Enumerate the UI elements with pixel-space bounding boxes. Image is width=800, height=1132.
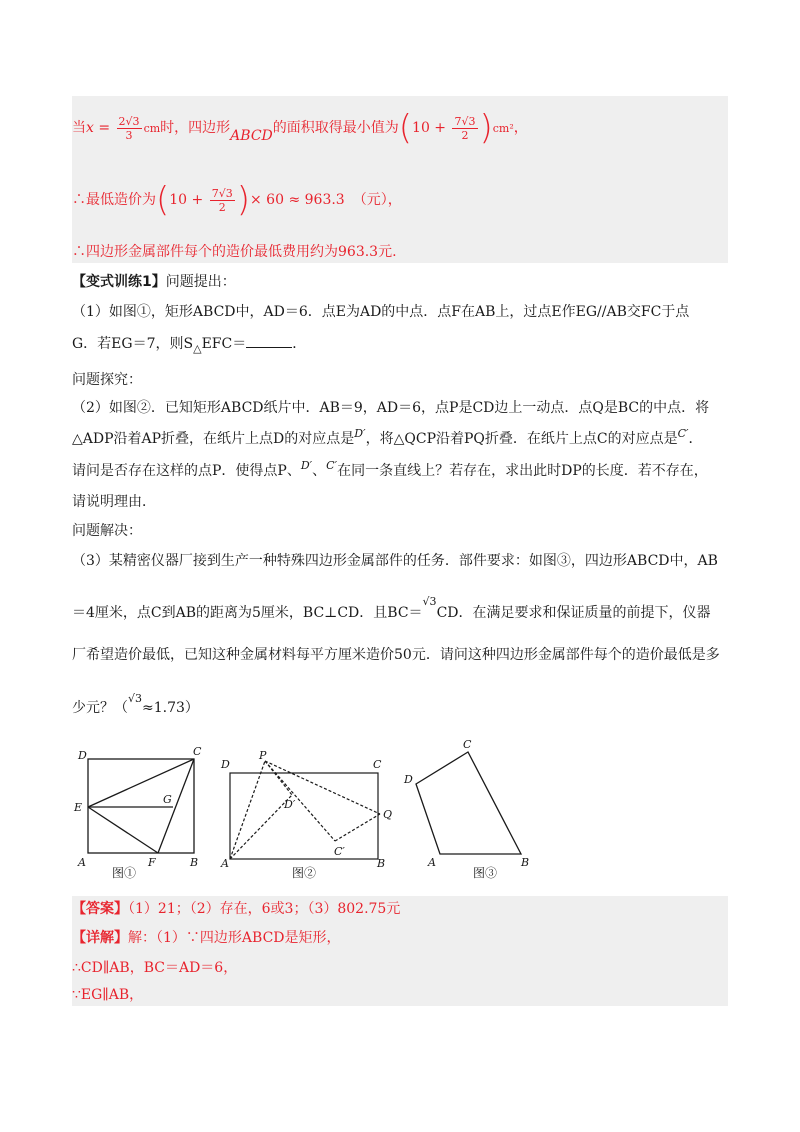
denominator: 2 (218, 200, 226, 214)
numerator: 7√3 (211, 186, 233, 200)
fig2-rectangle (230, 773, 378, 859)
unit: （元）， (352, 192, 402, 208)
q1-line-1 (72, 302, 689, 322)
text: ． (688, 431, 703, 447)
text: （1）如图①，矩形ABCD中，AD＝6．点E为AD的中点．点F在AB上，过点E作EG//AB交FC于点 (72, 304, 690, 320)
text: ＝4厘米，点C到AB的距离为5厘米，BC⊥CD．且BC＝ (72, 605, 423, 621)
fig1-label-d: D (78, 749, 87, 762)
text: ，将△QCP沿着PQ折叠．在纸片上点C的对应点是 (365, 431, 678, 447)
detail-line (72, 928, 341, 948)
text: 当 (72, 120, 86, 136)
q1-line-2 (72, 334, 306, 359)
answer-line (72, 899, 400, 919)
text: 请问是否存在这样的点P．使得点P、 (72, 463, 301, 479)
solution-line-1 (72, 108, 528, 148)
paren-open: ( (398, 108, 413, 148)
var-x: x (86, 120, 94, 136)
text: = (93, 120, 115, 136)
fig1-rectangle (88, 759, 194, 853)
text: 10 + (169, 192, 208, 208)
paren-open: ( (156, 180, 170, 220)
fig1-caption: 图① (112, 866, 137, 880)
figure-3 (416, 752, 521, 854)
text: 时，四边形 (160, 120, 231, 136)
fraction (452, 115, 477, 142)
figure-1 (88, 759, 194, 853)
q2-line-2 (72, 429, 703, 450)
fig2-label-d: D (221, 758, 230, 771)
detail-tag: 【详解】 (72, 930, 128, 946)
fig3-caption: 图③ (473, 866, 498, 880)
sqrt3: √3 (128, 692, 143, 705)
detail-line-3 (72, 985, 143, 1005)
text: ∵EG∥AB， (72, 987, 144, 1003)
text: ， (513, 120, 528, 136)
text: ∴最低造价为 (72, 192, 156, 208)
solution-line-3 (72, 242, 397, 262)
text: 、 (312, 463, 327, 479)
text: CD．在满足要求和保证质量的前提下，仪器 (436, 605, 711, 621)
fig1-label-c: C (193, 745, 202, 758)
solve-heading (72, 521, 142, 541)
paren-close: ) (479, 108, 493, 148)
fig2-fold-ap (230, 761, 265, 859)
answer-text: （1）21；（2）存在，6或3；（3）802.75元 (128, 901, 401, 917)
text: （3）某精密仪器厂接到生产一种特殊四边形金属部件的任务．部件要求：如图③，四边形ABCD中，AB (72, 553, 718, 569)
fig2-caption: 图② (292, 866, 317, 880)
d-prime: D′ (354, 427, 366, 440)
fig1-label-f: F (148, 856, 156, 869)
q3-line-4 (72, 692, 199, 719)
detail-text: 解：（1）∵四边形ABCD是矩形， (128, 930, 341, 946)
figure-2 (230, 761, 380, 859)
solution-line-2 (72, 180, 402, 220)
fig2-segment-ad (230, 795, 292, 859)
fig3-label-a: A (428, 856, 436, 869)
denominator: 3 (125, 128, 133, 142)
fig2-fold-pq (265, 761, 380, 814)
fig2-label-a: A (221, 857, 229, 870)
fraction (210, 187, 235, 214)
unit: cm² (492, 122, 514, 135)
denominator: 2 (461, 128, 469, 142)
fig3-quadrilateral (416, 752, 521, 854)
detail-line-2 (72, 958, 237, 978)
sqrt3: √3 (422, 595, 437, 608)
text: 问题提出： (165, 274, 236, 290)
q2-line-1 (72, 398, 709, 418)
text: 在同一条直线上？若存在，求出此时DP的长度．若不存在， (337, 463, 708, 479)
text: △ADP沿着AP折叠，在纸片上点D的对应点是 (72, 431, 355, 447)
explore-heading (72, 370, 142, 390)
fraction (117, 115, 142, 142)
fig1-segment-ef (88, 807, 158, 853)
text: ∴CD∥AB，BC＝AD＝6， (72, 960, 238, 976)
text: 少元？（ (72, 700, 128, 716)
text: （2）如图②．已知矩形ABCD纸片中．AB＝9，AD＝6，点P是CD边上一动点．点Q是BC的中点．将 (72, 400, 710, 416)
fig1-label-b: B (190, 856, 199, 869)
fig3-label-b: B (521, 856, 530, 869)
text: ≈1.73） (142, 700, 199, 716)
text: 厂希望造价最低，已知这种金属材料每平方厘米造价50元．请问这种四边形金属部件每个的造价最低是多 (72, 647, 720, 663)
q3-line-1 (72, 551, 718, 571)
subscript: △ (193, 341, 202, 355)
fig2-label-q: Q (383, 808, 393, 821)
text: ． (292, 336, 307, 352)
text: 问题解决： (72, 523, 142, 539)
q2-line-3 (72, 461, 708, 482)
d-prime: D′ (300, 459, 313, 472)
fig3-label-c: C (463, 738, 472, 751)
numerator: 7√3 (454, 114, 476, 128)
q3-line-3 (72, 645, 720, 665)
text: 问题探究： (72, 372, 142, 388)
text: 请说明理由． (72, 494, 156, 510)
fig1-label-e: E (74, 801, 83, 814)
exercise-heading (72, 272, 236, 292)
unit: cm (143, 122, 161, 135)
numerator: 2√3 (118, 114, 140, 128)
q2-line-4 (72, 492, 156, 512)
fig2-label-c: C (373, 758, 382, 771)
paren-close: ) (236, 180, 250, 220)
answer-tag: 【答案】 (72, 901, 128, 917)
c-prime: C′ (326, 459, 338, 472)
fig1-label-g: G (163, 793, 172, 806)
answer-blank (246, 347, 292, 348)
fig2-label-p: P (259, 749, 267, 762)
text: 的面积取得最小值为 (272, 120, 399, 136)
figures (0, 735, 800, 885)
c-prime: C′ (677, 427, 689, 440)
fig2-label-c-prime: C′ (334, 845, 345, 858)
fig1-label-a: A (78, 856, 86, 869)
calc: × 60 ≈ 963.3 (250, 192, 345, 208)
exercise-tag: 【变式训练1】 (72, 274, 166, 290)
text: ∴四边形金属部件每个的造价最低费用约为963.3元. (72, 244, 397, 260)
text: 10 + (412, 120, 451, 136)
fig2-label-d-prime: D′ (284, 798, 296, 811)
fig2-label-b: B (377, 857, 386, 870)
text: EFC＝ (201, 336, 247, 352)
text: G．若EG＝7，则S (72, 336, 194, 352)
var-abcd: ABCD (230, 128, 273, 144)
q3-line-2 (72, 595, 711, 624)
fig2-segment-cq (335, 814, 380, 841)
fig3-label-d: D (404, 773, 413, 786)
